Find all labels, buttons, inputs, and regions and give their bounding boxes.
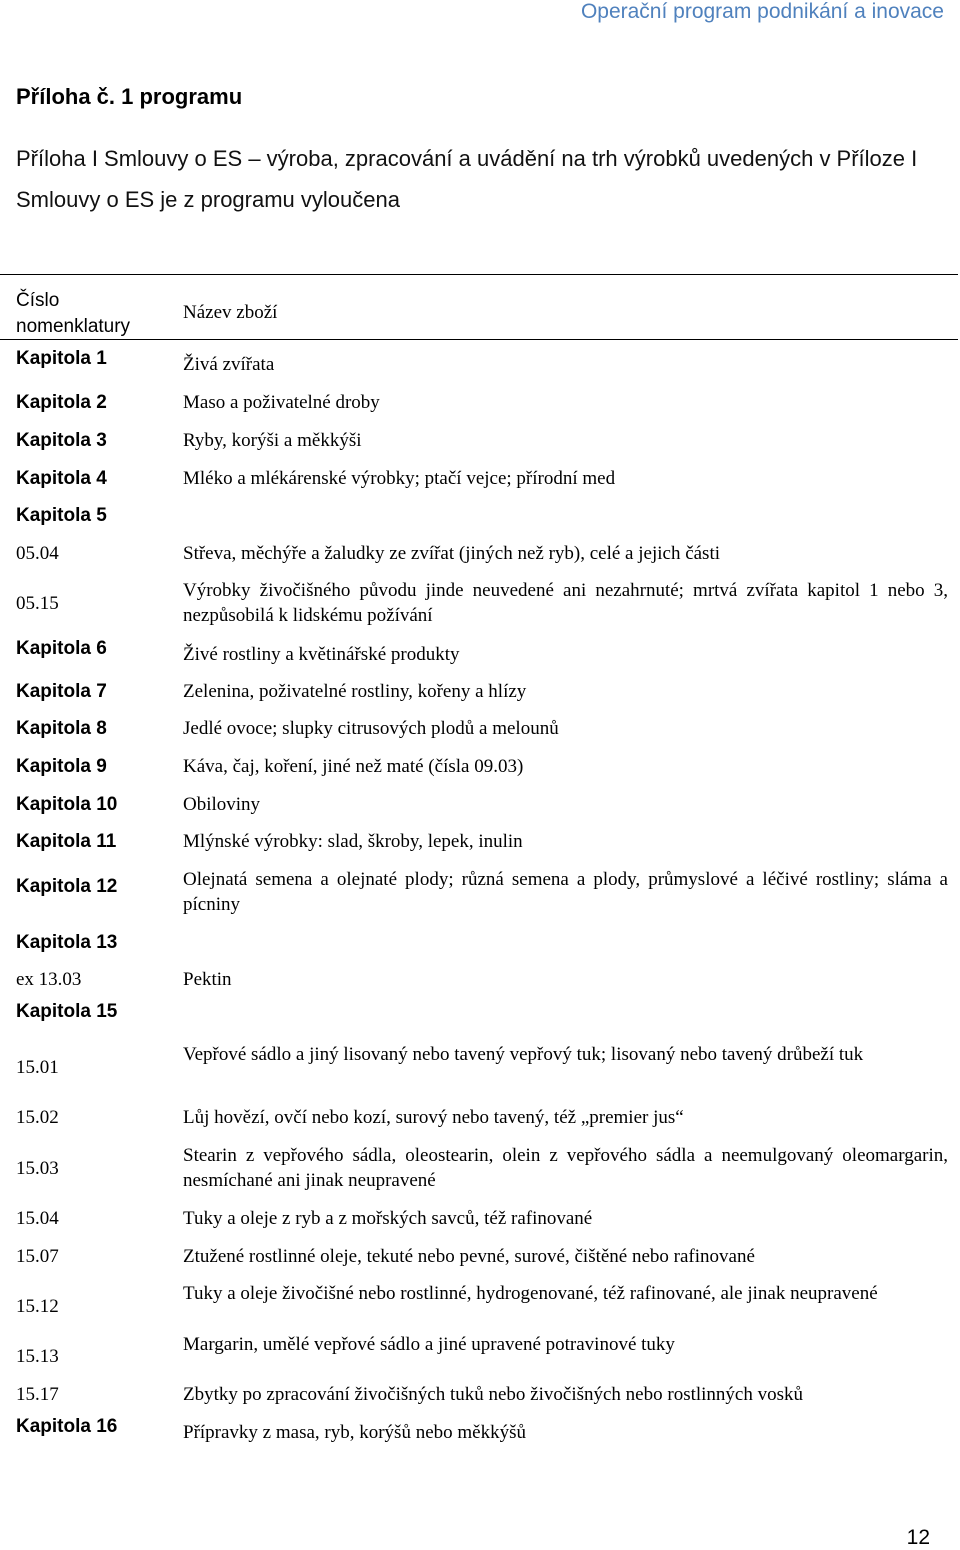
page-number: 12 xyxy=(906,1526,930,1549)
nomenclature-code: 15.02 xyxy=(16,1107,59,1128)
nomenclature-code: Kapitola 9 xyxy=(16,756,107,777)
goods-name: Tuky a oleje z ryb a z mořských savců, též rafinované xyxy=(183,1208,593,1229)
goods-name: Živá zvířata xyxy=(183,354,275,375)
nomenclature-code: Kapitola 6 xyxy=(16,638,107,659)
nomenclature-code: Kapitola 4 xyxy=(16,468,107,489)
nomenclature-code: Kapitola 16 xyxy=(16,1416,118,1437)
goods-name: Střeva, měchýře a žaludky ze zvířat (jiných než ryb), celé a jejich části xyxy=(183,543,721,564)
goods-name: Jedlé ovoce; slupky citrusových plodů a melounů xyxy=(183,718,559,739)
nomenclature-code: 05.15 xyxy=(16,593,59,614)
nomenclature-code: 15.12 xyxy=(16,1296,59,1317)
nomenclature-code: ex 13.03 xyxy=(16,969,82,990)
nomenclature-code: Kapitola 3 xyxy=(16,430,107,451)
nomenclature-code: Kapitola 5 xyxy=(16,505,107,526)
goods-name: Zelenina, poživatelné rostliny, kořeny a hlízy xyxy=(183,681,527,702)
page-header: Operační program podnikání a inovace xyxy=(580,0,944,23)
nomenclature-code: 15.13 xyxy=(16,1346,59,1367)
goods-name: Pektin xyxy=(183,969,232,990)
nomenclature-code: Kapitola 11 xyxy=(16,831,117,852)
goods-name: Přípravky z masa, ryb, korýšů nebo měkkýšů xyxy=(183,1422,526,1443)
goods-name: Tuky a oleje živočišné nebo rostlinné, hydrogenované, též rafinované, ale jinak neupravené xyxy=(183,1283,878,1304)
nomenclature-code: Kapitola 15 xyxy=(16,1001,118,1022)
goods-name: Margarin, umělé vepřové sádlo a jiné upravené potravinové tuky xyxy=(183,1334,675,1355)
goods-name: Obiloviny xyxy=(183,794,261,815)
goods-name: Vepřové sádlo a jiný lisovaný nebo tavený vepřový tuk; lisovaný nebo tavený drůbeží tuk xyxy=(183,1044,864,1065)
goods-name: Olejnatá semena a olejnaté plody; různá semena a plody, průmyslové a léčivé rostliny; sláma a pícniny xyxy=(183,869,948,915)
nomenclature-code: 15.17 xyxy=(16,1384,59,1405)
nomenclature-code: Kapitola 2 xyxy=(16,392,107,413)
goods-name: Stearin z vepřového sádla, oleostearin, olein z vepřového sádla a neemulgovaný oleomargarin, nesmíchané ani jinak neupravené xyxy=(183,1145,948,1191)
nomenclature-code: Kapitola 13 xyxy=(16,932,118,953)
nomenclature-code: 15.03 xyxy=(16,1158,59,1179)
goods-name: Lůj hovězí, ovčí nebo kozí, surový nebo tavený, též „premier jus“ xyxy=(183,1107,684,1128)
nomenclature-code: 15.01 xyxy=(16,1057,59,1078)
goods-name: Ztužené rostlinné oleje, tekuté nebo pevné, surové, čištěné nebo rafinované xyxy=(183,1246,755,1267)
nomenclature-code: 15.07 xyxy=(16,1246,59,1267)
column-header-name: Název zboží xyxy=(183,302,278,323)
goods-name: Mléko a mlékárenské výrobky; ptačí vejce; přírodní med xyxy=(183,468,616,489)
nomenclature-code: 05.04 xyxy=(16,543,59,564)
goods-name: Maso a poživatelné droby xyxy=(183,392,380,413)
nomenclature-code: Kapitola 10 xyxy=(16,794,118,815)
table-top-rule xyxy=(0,274,958,275)
nomenclature-code: Kapitola 8 xyxy=(16,718,107,739)
goods-name: Ryby, korýši a měkkýši xyxy=(183,430,362,451)
nomenclature-code: Kapitola 7 xyxy=(16,681,107,702)
annex-heading: Příloha č. 1 programu xyxy=(16,84,243,109)
column-header-number: Číslo nomenklatury xyxy=(16,290,131,337)
goods-name: Mlýnské výrobky: slad, škroby, lepek, inulin xyxy=(183,831,523,852)
nomenclature-code: 15.04 xyxy=(16,1208,59,1229)
table-header-rule xyxy=(0,339,958,340)
nomenclature-code: Kapitola 1 xyxy=(16,348,107,369)
nomenclature-code: Kapitola 12 xyxy=(16,876,118,897)
goods-name: Živé rostliny a květinářské produkty xyxy=(183,644,460,665)
goods-name: Zbytky po zpracování živočišných tuků nebo živočišných nebo rostlinných vosků xyxy=(183,1384,804,1405)
annex-subtitle: Příloha I Smlouvy o ES – výroba, zpracování a uvádění na trh výrobků uvedených v Příloze I Smlouvy o ES je z programu vyloučena xyxy=(16,146,918,212)
goods-name: Výrobky živočišného původu jinde neuvedené ani nezahrnuté; mrtvá zvířata kapitol 1 nebo 3, nezpůsobilá k lidskému požívání xyxy=(183,580,948,626)
goods-name: Káva, čaj, koření, jiné než maté (čísla 09.03) xyxy=(183,756,524,777)
